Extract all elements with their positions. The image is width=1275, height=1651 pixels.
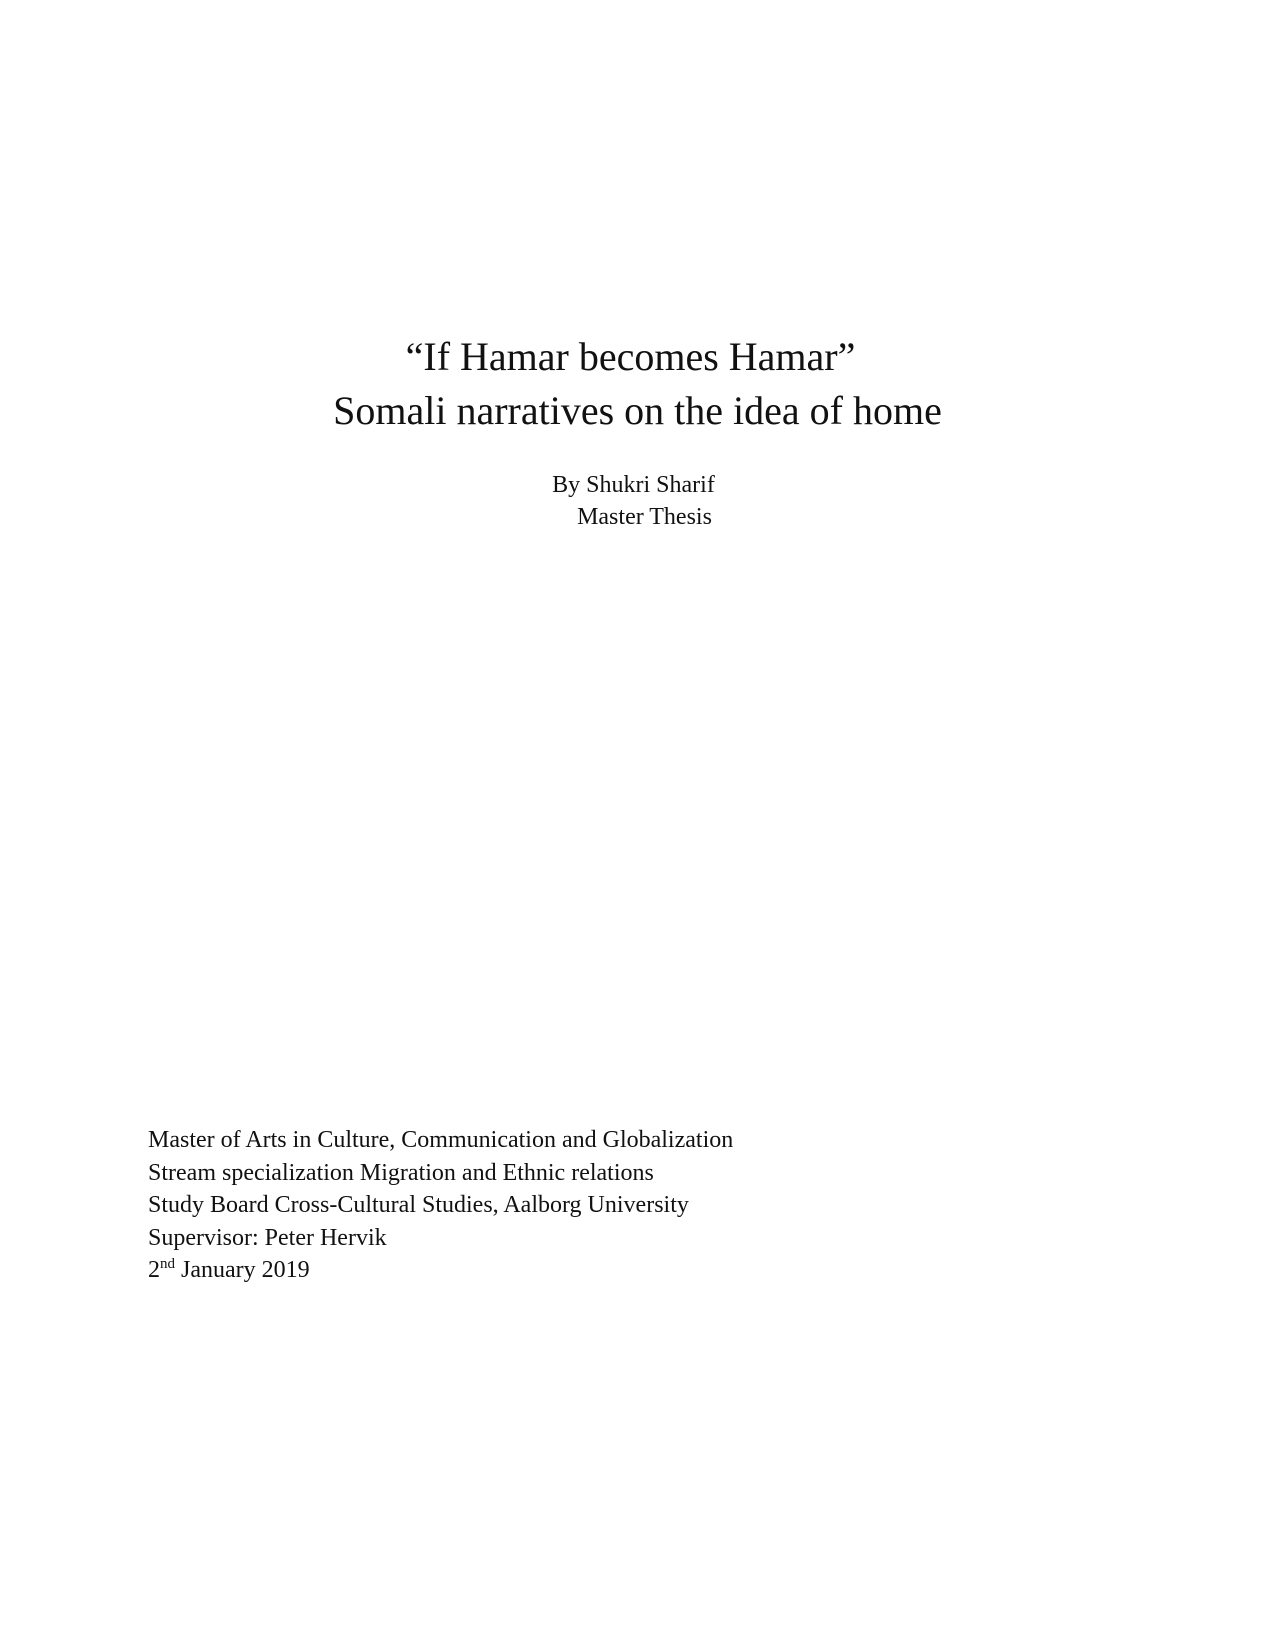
supervisor-line: Supervisor: Peter Hervik (148, 1224, 387, 1251)
author-line: By Shukri Sharif (552, 472, 715, 498)
date-day: 2 (148, 1257, 160, 1283)
study-board-line: Study Board Cross-Cultural Studies, Aalborg University (148, 1192, 689, 1218)
date-day-suffix: nd (160, 1256, 175, 1272)
specialization-line: Stream specialization Migration and Ethnic relations (148, 1159, 654, 1186)
thesis-details-block (148, 1124, 733, 1290)
title-line-1: “If Hamar becomes Hamar” (405, 334, 856, 379)
program-line: Master of Arts in Culture, Communication and Globalization (148, 1127, 734, 1153)
title-block (0, 330, 1275, 438)
date-month-year: January 2019 (175, 1257, 310, 1283)
thesis-type-line: Master Thesis (577, 504, 712, 530)
date-line (148, 1254, 733, 1290)
byline-block (0, 469, 1275, 533)
title-line-2: Somali narratives on the idea of home (333, 388, 942, 433)
